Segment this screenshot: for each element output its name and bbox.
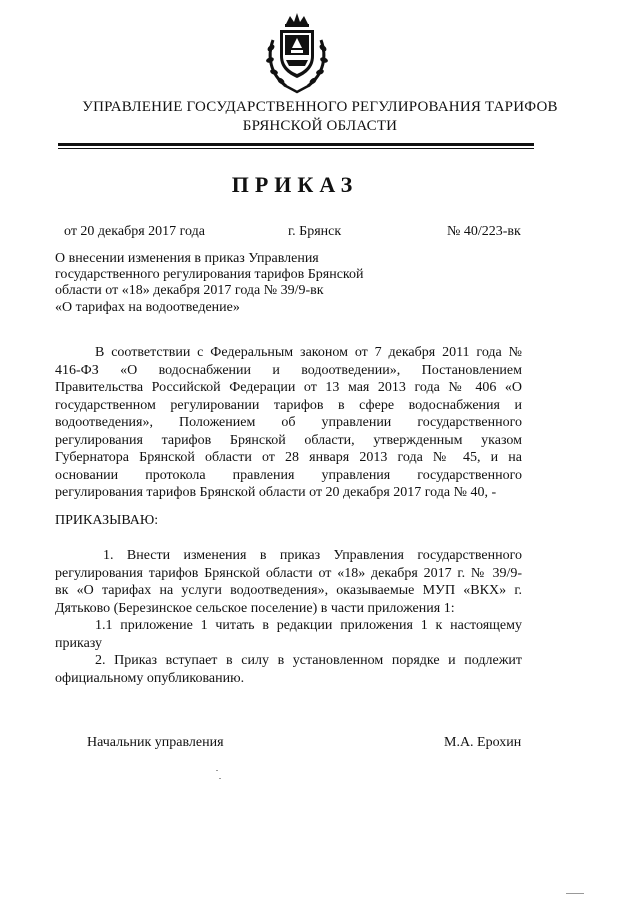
- legal-basis-paragraph: [55, 344, 522, 502]
- organization-name-line2: БРЯНСКОЙ ОБЛАСТИ: [242, 118, 398, 134]
- order-subject: [55, 251, 364, 316]
- signatory-position: Начальник управления: [87, 735, 224, 750]
- scan-speck: [216, 770, 218, 771]
- paragraph-line: регулирования тарифов Брянской области, утвержденным указом: [55, 432, 522, 448]
- organization-name-line1: УПРАВЛЕНИЕ ГОСУДАРСТВЕННОГО РЕГУЛИРОВАНИЯ ТАРИФОВ: [82, 99, 558, 115]
- order-city: г. Брянск: [288, 224, 342, 239]
- order-item-1: [55, 547, 522, 617]
- paragraph-line: Дятьково (Березинское сельское поселение) в части приложения 1:: [55, 600, 455, 616]
- paragraph-line: 1.1 приложение 1 читать в редакции приложения 1 к настоящему: [95, 618, 522, 633]
- paragraph-line: В соответствии с Федеральным законом от 7 декабря 2011 года №: [95, 345, 522, 360]
- paragraph-line: регулирования тарифов Брянской области от «18» декабря 2017 г. № 39/9-: [55, 565, 522, 581]
- paragraph-line: 2. Приказ вступает в силу в установленном порядке и подлежит: [95, 653, 522, 668]
- scan-speck: [219, 778, 221, 779]
- order-item-1-1: [55, 617, 522, 652]
- paragraph-line: приказу: [55, 635, 103, 651]
- paragraph-line: водоотведения», Положением об управлении государственного: [55, 415, 522, 430]
- paragraph-line: государственном регулировании тарифов в сфере водоснабжения и: [55, 397, 522, 413]
- document-title: ПРИКАЗ: [231, 172, 359, 197]
- signatory-name: М.А. Ерохин: [444, 735, 522, 750]
- order-item-2: [55, 652, 522, 687]
- paragraph-line: Губернатора Брянской области от 28 января 2013 года № 45, и на: [55, 450, 522, 465]
- scan-speck: [566, 893, 584, 894]
- paragraph-line: основании протокола правления управления государственного: [55, 467, 522, 483]
- paragraph-line: официальному опубликованию.: [55, 670, 245, 686]
- paragraph-line: вк «О тарифах на услуги водоотведения», оказываемые МУП «ВКХ» г.: [55, 583, 522, 598]
- paragraph-line: 416-ФЗ «О водоснабжении и водоотведении», Постановлением: [55, 362, 522, 378]
- subject-line: государственного регулирования тарифов Брянской: [55, 267, 364, 283]
- coat-of-arms-icon: [264, 10, 330, 94]
- order-number: № 40/223-вк: [447, 224, 521, 239]
- header-divider-thin: [58, 148, 534, 149]
- subject-line: области от «18» декабря 2017 года № 39/9-вк: [55, 283, 324, 299]
- order-keyword: ПРИКАЗЫВАЮ:: [55, 513, 159, 528]
- subject-line: «О тарифах на водоотведение»: [55, 299, 240, 315]
- paragraph-line: регулирования тарифов Брянской области от 20 декабря 2017 года № 40, -: [55, 485, 497, 500]
- paragraph-line: Правительства Российской Федерации от 13 мая 2013 года № 406 «О: [55, 380, 522, 395]
- header-divider-thick: [58, 143, 534, 146]
- paragraph-line: 1. Внести изменения в приказ Управления государственного: [103, 548, 522, 563]
- subject-line: О внесении изменения в приказ Управления: [55, 251, 319, 266]
- order-date: от 20 декабря 2017 года: [64, 224, 205, 239]
